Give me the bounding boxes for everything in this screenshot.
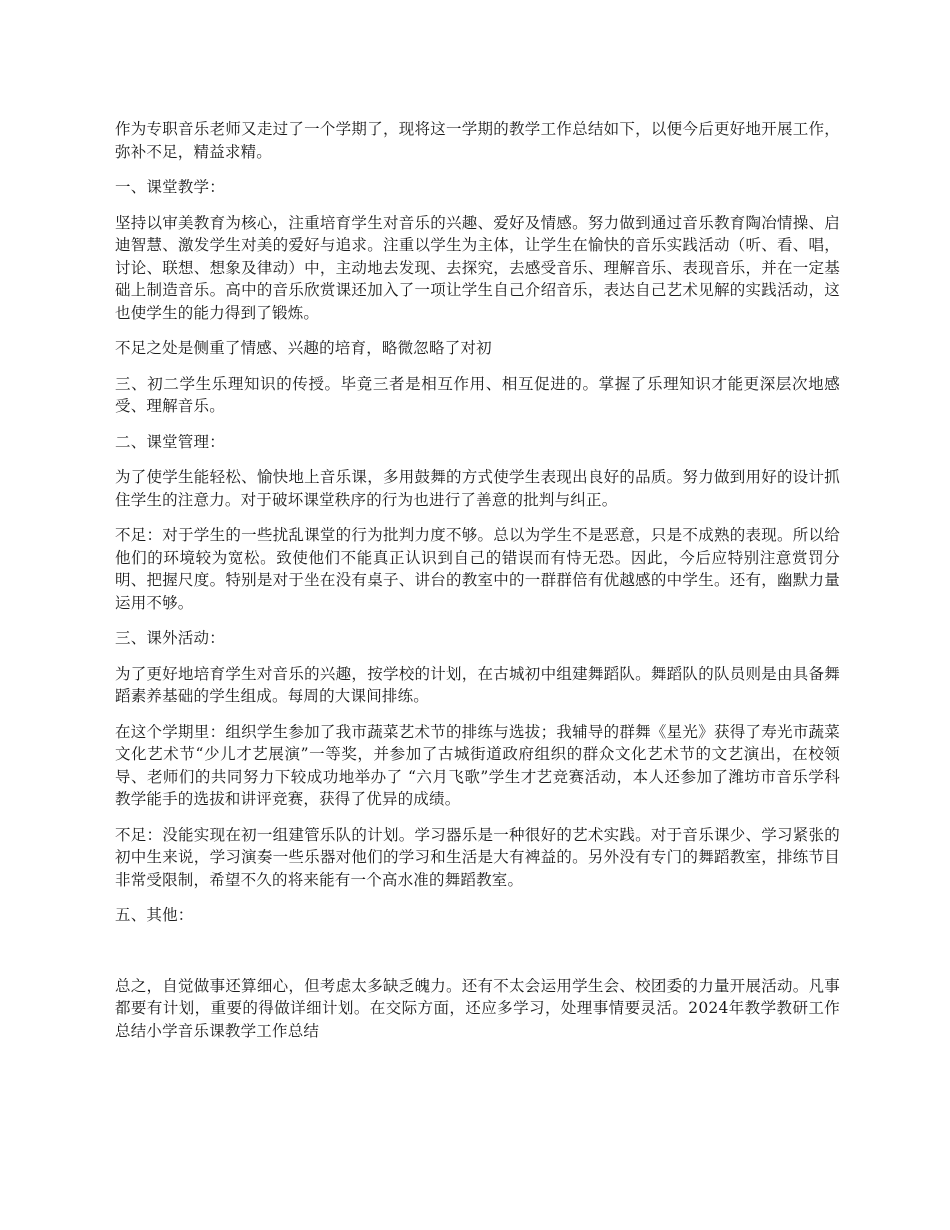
blank-space (115, 940, 840, 975)
extracurricular-achievements: 在这个学期里：组织学生参加了我市蔬菜艺术节的排练与选拔；我辅导的群舞《星光》获得了寿光市蔬菜文化艺术节“少儿才艺展演”一等奖，并参加了古城街道政府组织的群众文化艺术节的文艺演出，在校领导、老师们的共同努力下较成功地举办了 “六月飞歌”学生才艺竞赛活动，本人还参加了潍坊市音乐学科教学能手的选拔和讲评竞赛，获得了优异的成绩。 (115, 722, 840, 808)
classroom-teaching-continuation: 三、初二学生乐理知识的传授。毕竟三者是相互作用、相互促进的。掌握了乐理知识才能更深层次地感受、理解音乐。 (115, 374, 840, 415)
classroom-management-paragraph: 为了使学生能轻松、愉快地上音乐课，多用鼓舞的方式使学生表现出良好的品质。努力做到用好的设计抓住学生的注意力。对于破坏课堂秩序的行为也进行了善意的批判与纠正。 (115, 468, 840, 509)
document-body (115, 118, 840, 1055)
extracurricular-shortcoming: 不足：没能实现在初一组建管乐队的计划。学习器乐是一种很好的艺术实践。对于音乐课少、学习紧张的初中生来说，学习演奏一些乐器对他们的学习和生活是大有裨益的。另外没有专门的舞蹈教室，排练节目非常受限制，希望不久的将来能有一个高水准的舞蹈教室。 (115, 825, 840, 889)
classroom-teaching-shortcoming: 不足之处是侧重了情感、兴趣的培育，略微忽略了对初 (115, 339, 492, 357)
section-heading-classroom-management: 二、课堂管理： (115, 432, 225, 451)
classroom-teaching-paragraph: 坚持以审美教育为核心，注重培育学生对音乐的兴趣、爱好及情感。努力做到通过音乐教育陶冶情操、启迪智慧、激发学生对美的爱好与追求。注重以学生为主体，让学生在愉快的音乐实践活动（听、看、唱，讨论、联想、想象及律动）中，主动地去发现、去探究，去感受音乐、理解音乐、表现音乐，并在一定基础上制造音乐。高中的音乐欣赏课还加入了一项让学生自己介绍音乐，表达自己艺术见解的实践活动，这也使学生的能力得到了锻炼。 (115, 213, 840, 322)
classroom-management-shortcoming: 不足：对于学生的一些扰乱课堂的行为批判力度不够。总以为学生不是恶意，只是不成熟的表现。所以给他们的环境较为宽松。致使他们不能真正认识到自己的错误而有恃无恐。因此，今后应特别注意赏罚分明、把握尺度。特别是对于坐在没有桌子、讲台的教室中的一群群倍有优越感的中学生。还有，幽默力量运用不够。 (115, 526, 840, 612)
section-heading-other: 五、其他： (115, 906, 194, 924)
section-heading-extracurricular: 三、课外活动： (115, 629, 225, 647)
extracurricular-paragraph: 为了更好地培育学生对音乐的兴趣，按学校的计划，在古城初中组建舞蹈队。舞蹈队的队员则是由具备舞蹈素养基础的学生组成。每周的大课间排练。 (115, 664, 840, 705)
conclusion-paragraph: 总之，自觉做事还算细心，但考虑太多缺乏魄力。还有不太会运用学生会、校团委的力量开展活动。凡事都要有计划，重要的得做详细计划。在交际方面，还应多学习，处理事情要灵活。2024年教学教研工作总结小学音乐课教学工作总结 (115, 976, 840, 1040)
intro-paragraph: 作为专职音乐老师又走过了一个学期了，现将这一学期的教学工作总结如下，以便今后更好地开展工作，弥补不足，精益求精。 (115, 120, 840, 161)
section-heading-classroom-teaching: 一、课堂教学： (115, 178, 225, 196)
